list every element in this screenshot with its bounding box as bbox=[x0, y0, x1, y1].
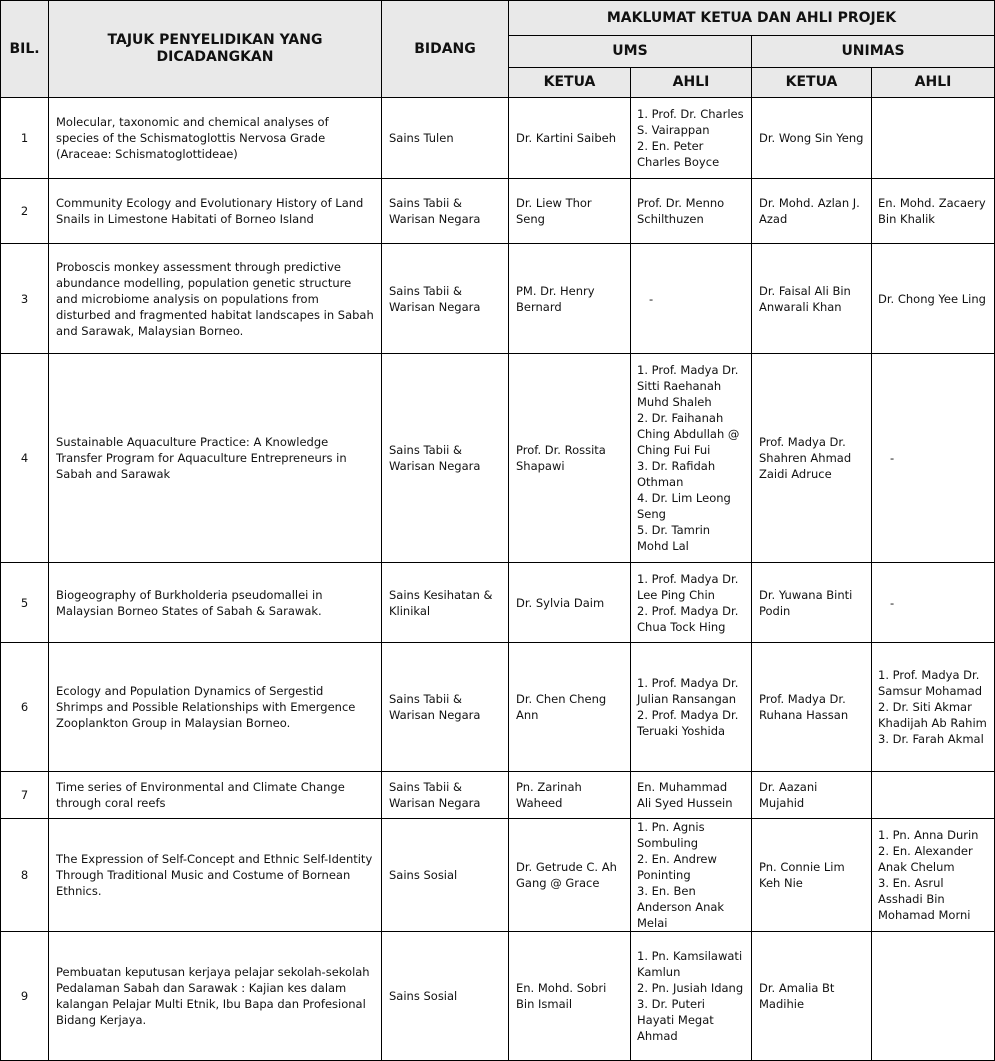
unimas-members bbox=[872, 643, 995, 772]
header-unimas-ketua: KETUA bbox=[752, 68, 872, 98]
ums-leader: Dr. Sylvia Daim bbox=[509, 563, 631, 643]
unimas-leader: Pn. Connie Lim Keh Nie bbox=[752, 819, 872, 932]
member-item: Prof. Dr. Menno Schilthuzen bbox=[637, 196, 725, 226]
header-ums-ahli: AHLI bbox=[631, 68, 752, 98]
ums-leader: En. Mohd. Sobri Bin Ismail bbox=[509, 932, 631, 1061]
member-item: En. Mohd. Zacaery Bin Khalik bbox=[878, 196, 986, 226]
header-bidang: BIDANG bbox=[382, 1, 509, 98]
ums-leader: Dr. Chen Cheng Ann bbox=[509, 643, 631, 772]
ums-leader: Prof. Dr. Rossita Shapawi bbox=[509, 354, 631, 563]
field-cell: Sains Tabii & Warisan Negara bbox=[382, 354, 509, 563]
header-unimas: UNIMAS bbox=[752, 36, 995, 68]
ums-leader: Pn. Zarinah Waheed bbox=[509, 772, 631, 819]
unimas-members bbox=[872, 179, 995, 244]
row-number: 7 bbox=[1, 772, 49, 819]
row-number: 9 bbox=[1, 932, 49, 1061]
field-cell: Sains Tabii & Warisan Negara bbox=[382, 772, 509, 819]
member-item: - bbox=[649, 291, 654, 306]
header-tajuk: TAJUK PENYELIDIKAN YANG DICADANGKAN bbox=[49, 1, 382, 98]
ums-leader: Dr. Liew Thor Seng bbox=[509, 179, 631, 244]
unimas-members bbox=[872, 932, 995, 1061]
member-item: 2. Pn. Jusiah Idang bbox=[637, 981, 744, 995]
header-bil: BIL. bbox=[1, 1, 49, 98]
header-ums-ketua: KETUA bbox=[509, 68, 631, 98]
row-number: 6 bbox=[1, 643, 49, 772]
member-item: 1. Prof. Madya Dr. Julian Ransangan bbox=[637, 676, 739, 706]
table-row bbox=[1, 932, 995, 1061]
member-item: 2. Dr. Faihanah Ching Abdullah @ Ching Fui Fui bbox=[637, 411, 740, 457]
ums-members bbox=[631, 819, 752, 932]
research-title: Biogeography of Burkholderia pseudomallei in Malaysian Borneo States of Sabah & Sarawak. bbox=[49, 563, 382, 643]
unimas-leader: Prof. Madya Dr. Ruhana Hassan bbox=[752, 643, 872, 772]
member-item: 2. Prof. Madya Dr. Chua Tock Hing bbox=[637, 603, 739, 634]
ums-leader: PM. Dr. Henry Bernard bbox=[509, 244, 631, 354]
row-number: 3 bbox=[1, 244, 49, 354]
field-cell: Sains Tabii & Warisan Negara bbox=[382, 643, 509, 772]
research-title: Time series of Environmental and Climate Change through coral reefs bbox=[49, 772, 382, 819]
table-row bbox=[1, 643, 995, 772]
ums-members bbox=[631, 244, 752, 354]
field-cell: Sains Kesihatan & Klinikal bbox=[382, 563, 509, 643]
table-row bbox=[1, 819, 995, 932]
table-row bbox=[1, 354, 995, 563]
table-row bbox=[1, 179, 995, 244]
field-cell: Sains Sosial bbox=[382, 932, 509, 1061]
member-item: Dr. Chong Yee Ling bbox=[878, 291, 986, 306]
research-title: Pembuatan keputusan kerjaya pelajar sekolah-sekolah Pedalaman Sabah dan Sarawak : Kajian kes dalam kalangan Pelajar Multi Etnik, Ibu Bapa dan Profesional Bidang Kerjaya. bbox=[49, 932, 382, 1061]
unimas-leader: Dr. Aazani Mujahid bbox=[752, 772, 872, 819]
ums-members bbox=[631, 772, 752, 819]
table-row bbox=[1, 98, 995, 179]
field-cell: Sains Tabii & Warisan Negara bbox=[382, 179, 509, 244]
member-item: 5. Dr. Tamrin Mohd Lal bbox=[637, 523, 711, 553]
research-title: The Expression of Self-Concept and Ethnic Self-Identity Through Traditional Music and Costume of Bornean Ethnics. bbox=[49, 819, 382, 932]
member-item: 3. En. Ben Anderson Anak Melai bbox=[637, 884, 725, 930]
field-cell: Sains Tabii & Warisan Negara bbox=[382, 244, 509, 354]
member-item: 2. En. Alexander Anak Chelum bbox=[878, 844, 973, 874]
member-item: 1. Prof. Madya Dr. Samsur Mohamad bbox=[878, 668, 983, 698]
header-maklumat: MAKLUMAT KETUA DAN AHLI PROJEK bbox=[509, 1, 995, 36]
header-ums: UMS bbox=[509, 36, 752, 68]
ums-leader: Dr. Kartini Saibeh bbox=[509, 98, 631, 179]
ums-members bbox=[631, 932, 752, 1061]
ums-leader: Dr. Getrude C. Ah Gang @ Grace bbox=[509, 819, 631, 932]
member-item: 2. En. Andrew Poninting bbox=[637, 852, 717, 882]
member-item: 1. Prof. Madya Dr. Sitti Raehanah Muhd Shaleh bbox=[637, 363, 739, 409]
unimas-members bbox=[872, 563, 995, 643]
member-item: 2. Prof. Madya Dr. Teruaki Yoshida bbox=[637, 708, 739, 738]
member-item: En. Muhammad Ali Syed Hussein bbox=[637, 780, 733, 810]
unimas-members bbox=[872, 819, 995, 932]
member-item: 1. Prof. Dr. Charles S. Vairappan bbox=[637, 107, 744, 137]
unimas-members bbox=[872, 772, 995, 819]
row-number: 4 bbox=[1, 354, 49, 563]
unimas-leader: Prof. Madya Dr. Shahren Ahmad Zaidi Adruce bbox=[752, 354, 872, 563]
member-item: 1. Pn. Agnis Sombuling bbox=[637, 820, 705, 850]
member-item: 3. Dr. Rafidah Othman bbox=[637, 459, 716, 489]
member-item: 1. Pn. Anna Durin bbox=[878, 828, 979, 842]
table-row bbox=[1, 772, 995, 819]
field-cell: Sains Tulen bbox=[382, 98, 509, 179]
row-number: 5 bbox=[1, 563, 49, 643]
research-title: Sustainable Aquaculture Practice: A Knowledge Transfer Program for Aquaculture Entrepreneurs in Sabah and Sarawak bbox=[49, 354, 382, 563]
ums-members bbox=[631, 563, 752, 643]
header-unimas-ahli: AHLI bbox=[872, 68, 995, 98]
research-title: Community Ecology and Evolutionary History of Land Snails in Limestone Habitati of Borneo Island bbox=[49, 179, 382, 244]
member-item: - bbox=[890, 451, 895, 465]
unimas-leader: Dr. Yuwana Binti Podin bbox=[752, 563, 872, 643]
table-row bbox=[1, 563, 995, 643]
row-number: 8 bbox=[1, 819, 49, 932]
member-item: 2. En. Peter Charles Boyce bbox=[637, 139, 720, 169]
unimas-members bbox=[872, 354, 995, 563]
field-cell: Sains Sosial bbox=[382, 819, 509, 932]
table-body bbox=[1, 98, 995, 1061]
table-row bbox=[1, 244, 995, 354]
research-title: Ecology and Population Dynamics of Sergestid Shrimps and Possible Relationships with Emergence Zooplankton Group in Malaysian Borneo. bbox=[49, 643, 382, 772]
ums-members bbox=[631, 179, 752, 244]
member-item: 3. Dr. Farah Akmal bbox=[878, 732, 984, 746]
member-item: 4. Dr. Lim Leong Seng bbox=[637, 491, 731, 521]
research-title: Molecular, taxonomic and chemical analyses of species of the Schismatoglottis Nervosa Grade (Araceae: Schismatoglottideae) bbox=[49, 98, 382, 179]
member-item: 1. Pn. Kamsilawati Kamlun bbox=[637, 949, 743, 979]
member-item: 1. Prof. Madya Dr. Lee Ping Chin bbox=[637, 571, 739, 602]
unimas-leader: Dr. Mohd. Azlan J. Azad bbox=[752, 179, 872, 244]
ums-members bbox=[631, 98, 752, 179]
member-item: 3. En. Asrul Asshadi Bin Mohamad Morni bbox=[878, 876, 971, 922]
member-item: - bbox=[890, 595, 895, 610]
unimas-leader: Dr. Faisal Ali Bin Anwarali Khan bbox=[752, 244, 872, 354]
unimas-leader: Dr. Amalia Bt Madihie bbox=[752, 932, 872, 1061]
ums-members bbox=[631, 643, 752, 772]
member-item: 3. Dr. Puteri Hayati Megat Ahmad bbox=[637, 997, 714, 1043]
unimas-members bbox=[872, 244, 995, 354]
member-item: 2. Dr. Siti Akmar Khadijah Ab Rahim bbox=[878, 700, 987, 730]
unimas-members bbox=[872, 98, 995, 179]
row-number: 1 bbox=[1, 98, 49, 179]
unimas-leader: Dr. Wong Sin Yeng bbox=[752, 98, 872, 179]
ums-members bbox=[631, 354, 752, 563]
row-number: 2 bbox=[1, 179, 49, 244]
research-title: Proboscis monkey assessment through predictive abundance modelling, population genetic structure and microbiome analysis on populations from disturbed and fragmented habitat landscapes in Sabah and Sarawak, Malaysian Borneo. bbox=[49, 244, 382, 354]
